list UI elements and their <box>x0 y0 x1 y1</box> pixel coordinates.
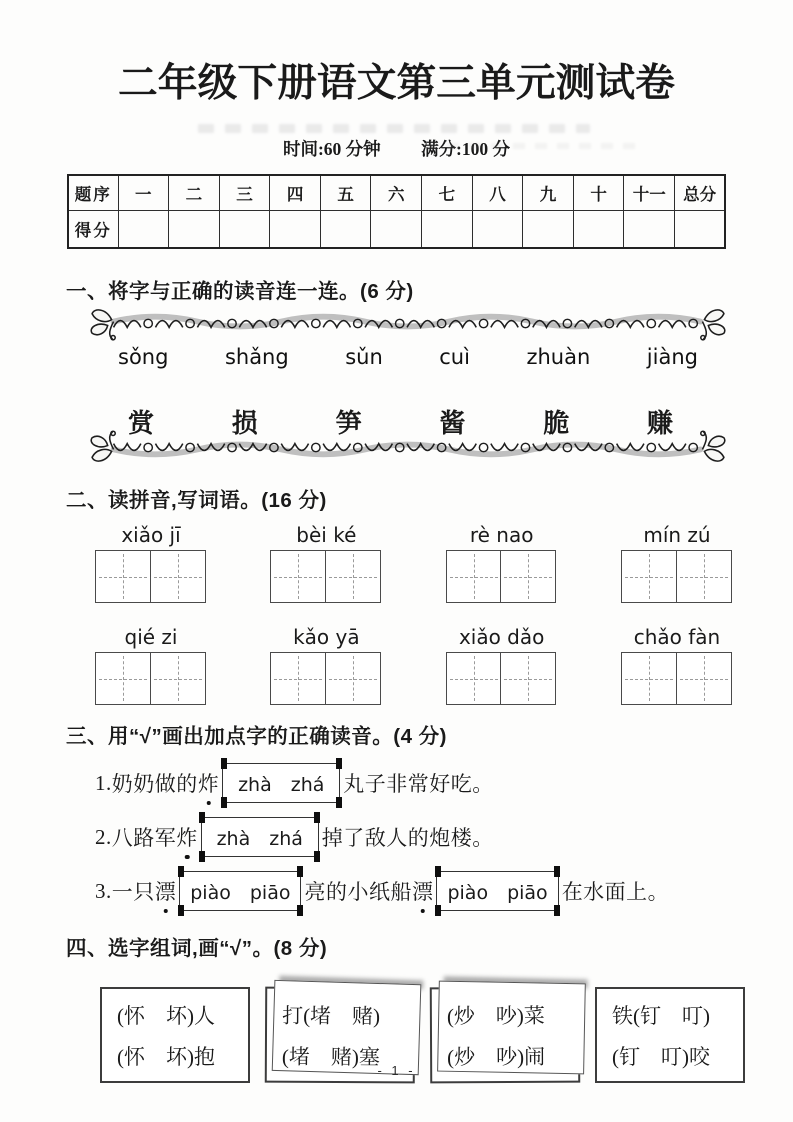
card-line[interactable]: (怀 坏)抱 <box>117 1044 215 1069</box>
sentence-text: 丸子非常好吃。 <box>343 772 494 796</box>
choice-pinyin[interactable]: piào piāo <box>190 881 291 904</box>
writing-cell[interactable] <box>676 550 732 603</box>
writing-cell[interactable] <box>150 652 206 705</box>
dotted-character: 炸 <box>176 822 198 852</box>
section4-title: 四、选字组词,画“√”。(8 分) <box>66 937 328 960</box>
time-limit-label: 时间:60 分钟 <box>282 139 381 159</box>
choice-pinyin[interactable]: zhà zhá <box>238 773 325 796</box>
word-group <box>95 523 207 603</box>
word-group <box>446 625 558 705</box>
score-cell[interactable] <box>675 210 726 248</box>
writing-cell[interactable] <box>325 652 381 705</box>
column-header: 三 <box>219 175 270 210</box>
pinyin-option[interactable]: jiàng <box>646 345 698 369</box>
score-cell[interactable] <box>573 210 624 248</box>
score-cell[interactable] <box>624 210 675 248</box>
column-header: 六 <box>371 175 422 210</box>
card-line[interactable]: (炒 吵)闹 <box>447 1044 546 1069</box>
word-pinyin: chǎo fàn <box>633 625 721 649</box>
score-cell[interactable] <box>219 210 270 248</box>
card-line[interactable]: 铁(钉 叮) <box>612 1003 710 1028</box>
column-header: 总分 <box>675 175 726 210</box>
writing-row <box>95 523 733 603</box>
table-row <box>68 210 725 248</box>
character-option[interactable]: 损 <box>231 409 258 438</box>
word-group <box>446 523 558 603</box>
choice-pinyin[interactable]: zhà zhá <box>216 827 303 850</box>
word-group <box>270 625 382 705</box>
word-group <box>621 523 733 603</box>
column-header: 八 <box>472 175 523 210</box>
dotted-character: 漂 <box>155 876 177 906</box>
section3-title: 三、用“√”画出加点字的正确读音。(4 分) <box>66 725 448 748</box>
score-cell[interactable] <box>320 210 371 248</box>
pinyin-option[interactable]: zhuàn <box>526 345 591 369</box>
word-pinyin: xiǎo dǎo <box>458 625 545 649</box>
question-item-3 <box>95 871 793 911</box>
writing-grid-area <box>0 523 793 705</box>
column-header: 九 <box>523 175 574 210</box>
writing-grid <box>95 550 207 603</box>
writing-grid <box>270 550 382 603</box>
pinyin-option[interactable]: sǔn <box>345 345 383 369</box>
writing-cell[interactable] <box>270 550 326 603</box>
card-line[interactable]: 打(堵 赌) <box>282 1003 381 1028</box>
writing-cell[interactable] <box>325 550 381 603</box>
section1-title: 一、将字与正确的读音连一连。(6 分) <box>66 280 414 303</box>
full-score-label: 满分:100 分 <box>421 139 511 159</box>
card-line[interactable]: (怀 坏)人 <box>117 1003 215 1028</box>
pinyin-option[interactable]: sǒng <box>118 345 169 369</box>
score-cell[interactable] <box>270 210 321 248</box>
pronunciation-choice-box[interactable] <box>222 763 340 803</box>
card-line[interactable]: (堵 赌)塞 <box>281 1044 380 1069</box>
question-item-2 <box>95 817 793 857</box>
sentence-text: 在水面上。 <box>561 880 670 904</box>
word-group <box>270 523 382 603</box>
column-header: 二 <box>169 175 220 210</box>
writing-grid <box>446 550 558 603</box>
score-row-label: 得分 <box>68 210 118 248</box>
writing-grid <box>95 652 207 705</box>
question-order-label: 题序 <box>68 175 118 210</box>
writing-cell[interactable] <box>150 550 206 603</box>
writing-cell[interactable] <box>270 652 326 705</box>
dotted-character: 炸 <box>198 768 220 798</box>
scroll-ornament-bottom <box>82 428 734 467</box>
scan-artifact <box>425 143 635 149</box>
section2-title: 二、读拼音,写词语。(16 分) <box>66 489 327 512</box>
word-group <box>95 625 207 705</box>
card-line[interactable]: (钉 叮)咬 <box>612 1044 710 1069</box>
character-option[interactable]: 赏 <box>128 409 155 438</box>
word-pinyin: qié zi <box>124 625 178 649</box>
dotted-character: 漂 <box>412 876 434 906</box>
character-option[interactable]: 脆 <box>543 409 570 438</box>
writing-cell[interactable] <box>500 550 556 603</box>
score-cell[interactable] <box>472 210 523 248</box>
sentence-text: 奶奶做的 <box>111 772 198 796</box>
word-pinyin: xiǎo jī <box>121 523 181 547</box>
pronunciation-choice-box[interactable] <box>201 817 319 857</box>
score-cell[interactable] <box>118 210 169 248</box>
character-option[interactable]: 笋 <box>335 409 362 438</box>
score-cell[interactable] <box>422 210 473 248</box>
question-number: 3. <box>95 878 112 903</box>
sentence-text: 一只 <box>111 880 155 904</box>
sentence-text: 掉了敌人的炮楼。 <box>321 826 494 850</box>
column-header: 十 <box>573 175 624 210</box>
writing-grid <box>621 550 733 603</box>
column-header: 十一 <box>624 175 675 210</box>
column-header: 五 <box>320 175 371 210</box>
score-cell[interactable] <box>169 210 220 248</box>
scan-artifact <box>198 124 590 133</box>
word-pinyin: kǎo yā <box>293 625 360 649</box>
word-pinyin: mín zú <box>643 523 711 547</box>
writing-cell[interactable] <box>621 652 677 705</box>
column-header: 四 <box>270 175 321 210</box>
pinyin-options-row <box>118 345 698 369</box>
writing-cell[interactable] <box>95 550 151 603</box>
writing-cell[interactable] <box>95 652 151 705</box>
pronunciation-choice-box[interactable] <box>436 871 558 911</box>
pronunciation-choice-box[interactable] <box>179 871 301 911</box>
table-row <box>68 175 725 210</box>
writing-row <box>95 625 733 705</box>
writing-cell[interactable] <box>621 550 677 603</box>
writing-cell[interactable] <box>446 550 502 603</box>
page-title: 二年级下册语文第三单元测试卷 <box>118 62 675 105</box>
score-cell[interactable] <box>523 210 574 248</box>
exam-meta <box>0 136 793 161</box>
pinyin-option[interactable]: cuì <box>439 345 470 369</box>
question-number: 2. <box>95 824 112 849</box>
sentence-text: 亮的小纸船 <box>304 880 412 904</box>
page-number: - 1 - <box>377 1063 416 1078</box>
character-option[interactable]: 酱 <box>439 409 466 438</box>
sentence-text: 八路军 <box>111 826 177 850</box>
column-header: 七 <box>422 175 473 210</box>
writing-grid <box>621 652 733 705</box>
word-pinyin: bèi ké <box>296 523 357 547</box>
question-number: 1. <box>95 770 112 795</box>
pinyin-option[interactable]: shǎng <box>224 345 289 369</box>
writing-grid <box>270 652 382 705</box>
writing-cell[interactable] <box>446 652 502 705</box>
score-cell[interactable] <box>371 210 422 248</box>
column-header: 一 <box>118 175 169 210</box>
score-table <box>67 174 726 249</box>
card-line[interactable]: (炒 吵)菜 <box>446 1003 545 1028</box>
writing-cell[interactable] <box>676 652 732 705</box>
writing-cell[interactable] <box>500 652 556 705</box>
scroll-ornament-top <box>82 304 734 343</box>
word-group <box>621 625 733 705</box>
word-pinyin: rè nao <box>469 523 534 547</box>
choice-pinyin[interactable]: piào piāo <box>447 881 548 904</box>
character-option[interactable]: 赚 <box>646 409 673 438</box>
question-item-1 <box>95 763 793 803</box>
writing-grid <box>446 652 558 705</box>
